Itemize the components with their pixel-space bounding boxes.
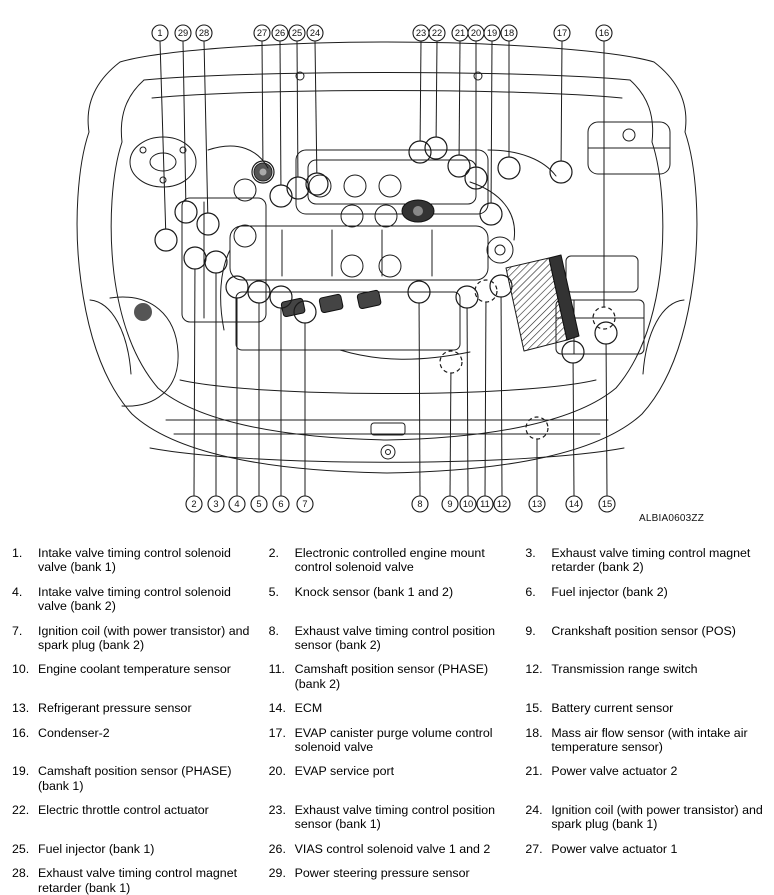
legend-item-number: 21. [525, 764, 543, 779]
callout-14 [562, 341, 584, 512]
legend-item [12, 585, 255, 614]
legend-item-number: 20. [268, 764, 286, 779]
svg-text:18: 18 [503, 28, 515, 39]
legend-item-text: Electric throttle control actuator [38, 803, 209, 818]
callout-7 [294, 301, 316, 512]
legend-item-text: Intake valve timing control solenoid valve (bank 1) [38, 546, 231, 575]
callout-2 [184, 247, 206, 512]
component-ring-19 [480, 203, 502, 225]
svg-text:5: 5 [256, 499, 262, 510]
svg-text:21: 21 [454, 28, 466, 39]
svg-text:10: 10 [462, 499, 474, 510]
svg-text:29: 29 [177, 28, 189, 39]
svg-text:26: 26 [274, 28, 286, 39]
component-ring-14 [562, 341, 584, 363]
legend-item-text: Knock sensor (bank 1 and 2) [294, 584, 454, 599]
callout-11 [475, 280, 497, 512]
legend-item-number: 25. [12, 841, 30, 856]
callout-9 [440, 351, 462, 512]
component-ring-22 [425, 137, 447, 159]
legend-item [525, 726, 768, 755]
legend-item-text: Fuel injector (bank 2) [551, 584, 668, 599]
legend-item-number: 23. [268, 803, 286, 818]
component-ring-26 [270, 185, 292, 207]
callout-16 [593, 25, 615, 329]
legend-item [12, 866, 255, 895]
svg-text:6: 6 [278, 499, 284, 510]
callout-23 [409, 25, 431, 163]
component-ring-1 [155, 229, 177, 251]
svg-text:8: 8 [417, 499, 423, 510]
legend-item-text: EVAP canister purge volume control solenoid valve [294, 725, 493, 754]
legend-item-number: 3. [525, 546, 536, 560]
svg-text:15: 15 [601, 499, 613, 510]
legend-item-text: Camshaft position sensor (PHASE) (bank 1) [38, 764, 232, 793]
legend-item-number: 28. [12, 866, 30, 881]
callout-12 [490, 275, 512, 512]
legend-item-text: Battery current sensor [551, 701, 674, 716]
legend-item-number: 4. [12, 584, 23, 599]
svg-text:14: 14 [568, 499, 580, 510]
legend-item [269, 624, 512, 653]
legend-item [525, 662, 768, 691]
legend-item-text: Exhaust valve timing control position sensor (bank 1) [294, 803, 496, 832]
component-ring-12 [490, 275, 512, 297]
legend-item-number: 18. [525, 725, 543, 740]
legend-item [12, 662, 255, 691]
legend-item [12, 726, 255, 755]
legend-item-number: 5. [268, 584, 279, 599]
legend-item-number: 17. [268, 725, 286, 740]
svg-text:22: 22 [431, 28, 443, 39]
legend-item-text: Exhaust valve timing control magnet retarder (bank 2) [551, 546, 751, 575]
legend-item-number: 1. [12, 546, 23, 560]
legend-item-number: 12. [525, 662, 543, 677]
legend-item [525, 701, 768, 715]
legend-item-number: 7. [12, 623, 23, 638]
legend-item-text: Camshaft position sensor (PHASE) (bank 2) [294, 662, 489, 691]
legend-item-number: 24. [525, 803, 543, 818]
component-ring-2 [184, 247, 206, 269]
component-ring-29 [175, 201, 197, 223]
legend [0, 540, 774, 895]
callout-27 [252, 25, 274, 183]
legend-item-text: ECM [294, 701, 323, 716]
legend-item [269, 546, 512, 575]
legend-item-number: 16. [12, 725, 30, 740]
legend-item-number: 22. [12, 803, 30, 818]
component-ring-28 [197, 213, 219, 235]
legend-item [12, 803, 255, 832]
legend-item [269, 701, 512, 715]
svg-text:2: 2 [191, 499, 197, 510]
legend-item [525, 624, 768, 653]
callout-21 [448, 25, 470, 177]
callout-15 [595, 322, 617, 512]
legend-item-text: Intake valve timing control solenoid valve (bank 2) [38, 584, 231, 614]
callout-5 [248, 281, 270, 512]
svg-text:9: 9 [447, 499, 453, 510]
legend-item [12, 764, 255, 793]
svg-text:1: 1 [157, 28, 163, 39]
legend-item [269, 585, 512, 614]
svg-text:20: 20 [470, 28, 482, 39]
legend-item-text: Ignition coil (with power transistor) and spark plug (bank 1) [551, 803, 763, 832]
callout-28 [196, 25, 219, 235]
legend-item [269, 764, 512, 793]
svg-text:27: 27 [256, 28, 268, 39]
callout-6 [270, 286, 292, 512]
legend-item [269, 866, 512, 895]
legend-item-number: 8. [268, 623, 279, 638]
legend-item [269, 803, 512, 832]
legend-item-text: Refrigerant pressure sensor [38, 701, 192, 716]
svg-text:17: 17 [556, 28, 568, 39]
legend-item-text: Power steering pressure sensor [294, 866, 470, 881]
legend-item [12, 842, 255, 856]
legend-item [12, 624, 255, 653]
legend-item [525, 585, 768, 614]
svg-text:28: 28 [198, 28, 210, 39]
legend-item-text: Power valve actuator 2 [551, 764, 678, 779]
callout-8 [408, 281, 430, 512]
callout-29 [175, 25, 197, 223]
callout-24 [306, 25, 328, 195]
legend-item-number: 2. [268, 546, 279, 560]
legend-item-text: Mass air flow sensor (with intake air temperature sensor) [551, 725, 748, 754]
legend-item-text: Exhaust valve timing control position sensor (bank 2) [294, 623, 496, 652]
svg-text:16: 16 [598, 28, 610, 39]
legend-item [525, 546, 768, 575]
callout-10 [456, 286, 478, 512]
callout-13 [526, 417, 548, 512]
svg-text:11: 11 [480, 499, 490, 510]
legend-item [269, 726, 512, 755]
legend-item-text: Power valve actuator 1 [551, 841, 678, 856]
legend-item-text: Transmission range switch [551, 662, 698, 677]
legend-item-number: 27. [525, 841, 543, 856]
svg-text:4: 4 [234, 499, 240, 510]
legend-item-text: Fuel injector (bank 1) [38, 841, 155, 856]
component-ring-15 [595, 322, 617, 344]
callout-3 [205, 251, 227, 512]
legend-item [12, 546, 255, 575]
callout-18 [498, 25, 520, 179]
svg-text:19: 19 [486, 28, 498, 39]
legend-item-text: Crankshaft position sensor (POS) [551, 623, 736, 638]
legend-item [269, 842, 512, 856]
legend-item-number: 29. [268, 866, 286, 881]
callout-19 [480, 25, 502, 225]
callout-25 [287, 25, 309, 199]
svg-text:24: 24 [309, 28, 321, 39]
legend-item-text: EVAP service port [294, 764, 395, 779]
svg-text:7: 7 [302, 499, 308, 510]
legend-item [269, 662, 512, 691]
svg-text:13: 13 [531, 499, 543, 510]
legend-item [525, 764, 768, 793]
callout-20 [465, 25, 487, 189]
callout-22 [425, 25, 447, 159]
legend-item-text: Ignition coil (with power transistor) and spark plug (bank 2) [38, 623, 250, 652]
svg-text:3: 3 [213, 499, 219, 510]
legend-item-number: 14. [268, 701, 286, 716]
component-ring-18 [498, 157, 520, 179]
legend-item-number: 9. [525, 623, 536, 638]
legend-item-number: 19. [12, 764, 30, 779]
figure-code: ALBIA0603ZZ [638, 513, 704, 524]
component-ring-3 [205, 251, 227, 273]
legend-item-number: 13. [12, 701, 30, 716]
callout-4 [226, 276, 248, 512]
legend-item-number: 6. [525, 584, 536, 599]
svg-text:23: 23 [415, 28, 427, 39]
callout-26 [270, 25, 292, 207]
legend-item-text: Electronic controlled engine mount control solenoid valve [294, 546, 485, 575]
svg-text:12: 12 [496, 499, 508, 510]
legend-item-number: 15. [525, 701, 543, 716]
component-ring-21 [448, 155, 470, 177]
legend-item-number: 11. [268, 662, 285, 677]
legend-item-text: Exhaust valve timing control magnet retarder (bank 1) [38, 866, 238, 895]
legend-item [525, 842, 768, 856]
legend-item-number: 10. [12, 662, 30, 677]
legend-item [12, 701, 255, 715]
legend-item-text: Engine coolant temperature sensor [38, 662, 231, 677]
component-ring-25 [287, 177, 309, 199]
legend-item [525, 803, 768, 832]
legend-item-text: Condenser-2 [38, 725, 110, 740]
legend-item-number: 26. [268, 841, 286, 856]
legend-item-text: VIAS control solenoid valve 1 and 2 [294, 841, 491, 856]
svg-text:25: 25 [291, 28, 303, 39]
